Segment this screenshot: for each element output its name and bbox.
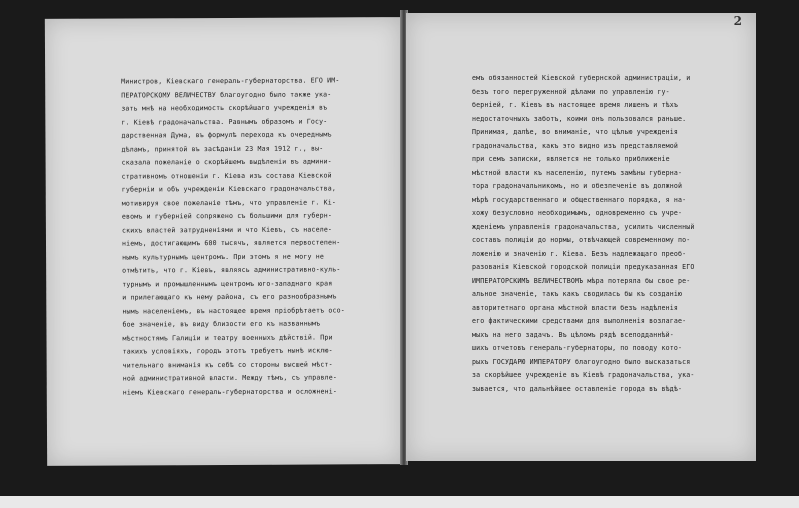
text-line: бое значеніе, въ виду близости его къ названнымъ	[122, 319, 321, 329]
text-line: зывается, что дальнѣйшее оставленіе города въ вѣдѣ-	[472, 384, 683, 393]
text-line: стративномъ отношеніи г. Кіева изъ состава Кіевской	[121, 170, 332, 181]
text-line: отмѣтить, что г. Кіевъ, являясь административно-куль-	[122, 265, 341, 275]
text-line: дѣламъ, принятой въ засѣданіи 23 Мая 1912 г., вы-	[121, 143, 324, 154]
text-line: нымъ культурнымъ центромъ. При этомъ я не могу не	[122, 251, 324, 262]
text-line: мотивируя свое пожеланіе тѣмъ, что управленіе г. Кі-	[121, 197, 337, 208]
text-line: его фактическими средствами для выполненія возлагае-	[472, 317, 687, 325]
text-line: евомъ и губерніей сопряжено съ большими для губерн-	[121, 211, 332, 221]
text-line: и прилегающаго къ нему района, съ его разнообразнымъ	[122, 292, 337, 302]
text-line: такихъ условіяхъ, городъ этотъ требуетъ нынѣ исклю-	[122, 346, 333, 356]
text-line: недостаточныхъ заботъ, коими онъ пользовался раньше.	[472, 114, 687, 123]
text-line: ПЕРАТОРСКОМУ ВЕЛИЧЕСТВУ благоугодно было также ука-	[121, 89, 332, 100]
text-line: альное значеніе, такъ какъ сводилась бы къ созданію	[472, 290, 683, 298]
text-line: губерніи и объ учрежденіи Кіевскаго градоначальства,	[121, 184, 336, 194]
text-line: разованія Кіевской городской полиціи предуказанная ЕГО	[472, 263, 695, 271]
text-line: мѣрѣ государственнаго и общественнаго порядка, я на-	[472, 195, 687, 204]
text-line: мыхъ на него задачъ. Въ цѣломъ рядѣ всеподданнѣй-	[472, 330, 674, 339]
scan-bottom-margin	[0, 496, 799, 508]
text-line: составъ полиціи до нормы, отвѣчающей современному по-	[472, 236, 691, 244]
text-line: рыхъ ГОСУДАРЮ ИМПЕРАТОРУ благоугодно было высказаться	[472, 357, 691, 366]
text-line: Министров, Кіевскаго генераль-губернаторства. ЕГО ИМ-	[121, 76, 340, 86]
text-line: Принимая, далѣе, во вниманіе, что цѣлью учрежденія	[472, 128, 678, 136]
text-line: за скорѣйшее учрежденіе въ Кіевѣ градоначальства, ука-	[472, 371, 695, 379]
text-line: безъ того перегруженной дѣлами по управленію гу-	[472, 87, 670, 96]
text-line: хожу безусловно необходимымъ, одновременно съ учре-	[472, 209, 683, 217]
text-line: ніемъ, достигающимъ 600 тысячъ, является первостепен-	[121, 238, 341, 248]
left-page-text	[121, 74, 345, 399]
text-line: ИМПЕРАТОРСКИМЪ ВЕЛИЧЕСТВОМЪ мѣра потеряла бы свое ре-	[472, 276, 691, 285]
text-line: г. Кіевѣ градоначальства. Равнымъ образомъ и Госу-	[121, 116, 328, 127]
page-number: 2	[733, 14, 742, 28]
text-line: градоначальства, какъ это видно изъ представляемой	[472, 141, 678, 150]
text-line: шихъ отчетовъ генераль-губернаторы, по поводу кото-	[472, 344, 683, 352]
text-line: сказала пожеланіе о скорѣйшемъ выдѣленіи въ админи-	[121, 157, 332, 167]
text-line: при семъ записки, является не только приближеніе	[472, 155, 670, 163]
text-line: дарственная Дума, въ формулѣ перехода къ очереднымъ	[121, 130, 332, 140]
text-line: мѣстной власти къ населенію, путемъ замѣны губерна-	[472, 168, 683, 177]
text-line: турнымъ и промышленнымъ центромъ юго-западнаго края	[122, 278, 333, 289]
text-line: ной административной власти. Между тѣмъ, съ управле-	[122, 373, 337, 383]
text-line: авторитетнаго органа мѣстной власти безъ надѣленія	[472, 303, 678, 312]
text-line: ложенію и значенію г. Кіева. Безъ надлежащаго преоб-	[472, 249, 687, 258]
text-line: чительнаго вниманія къ себѣ со стороны высшей мѣст-	[122, 359, 333, 370]
text-line: ніемъ Кіевскаго генераль-губернаторства и осложнені-	[122, 386, 338, 397]
text-line: скихъ властей затрудненіями и что Кіевъ, съ населе-	[121, 224, 333, 235]
text-line: берніей, г. Кіевъ въ настоящее время лишенъ и тѣхъ	[472, 101, 678, 109]
right-page-text	[472, 72, 694, 396]
text-line: зать мнѣ на необходимость скорѣйшаго учрежденія въ	[121, 103, 328, 113]
text-line: емъ обязанностей Кіевской губернской администраціи, и	[472, 74, 691, 82]
right-page	[406, 13, 756, 461]
text-line: мѣстностямъ Галиціи и театру военныхъ дѣйствій. При	[122, 332, 333, 343]
text-line: нымъ населеніемъ, въ настоящее время пріобрѣтаетъ осо-	[122, 305, 345, 316]
text-line: жденіемъ управленія градоначальства, усилить численный	[472, 222, 695, 231]
left-page	[45, 17, 403, 466]
text-line: тора градоначальникомъ, но и обезпеченіе въ должной	[472, 182, 683, 190]
